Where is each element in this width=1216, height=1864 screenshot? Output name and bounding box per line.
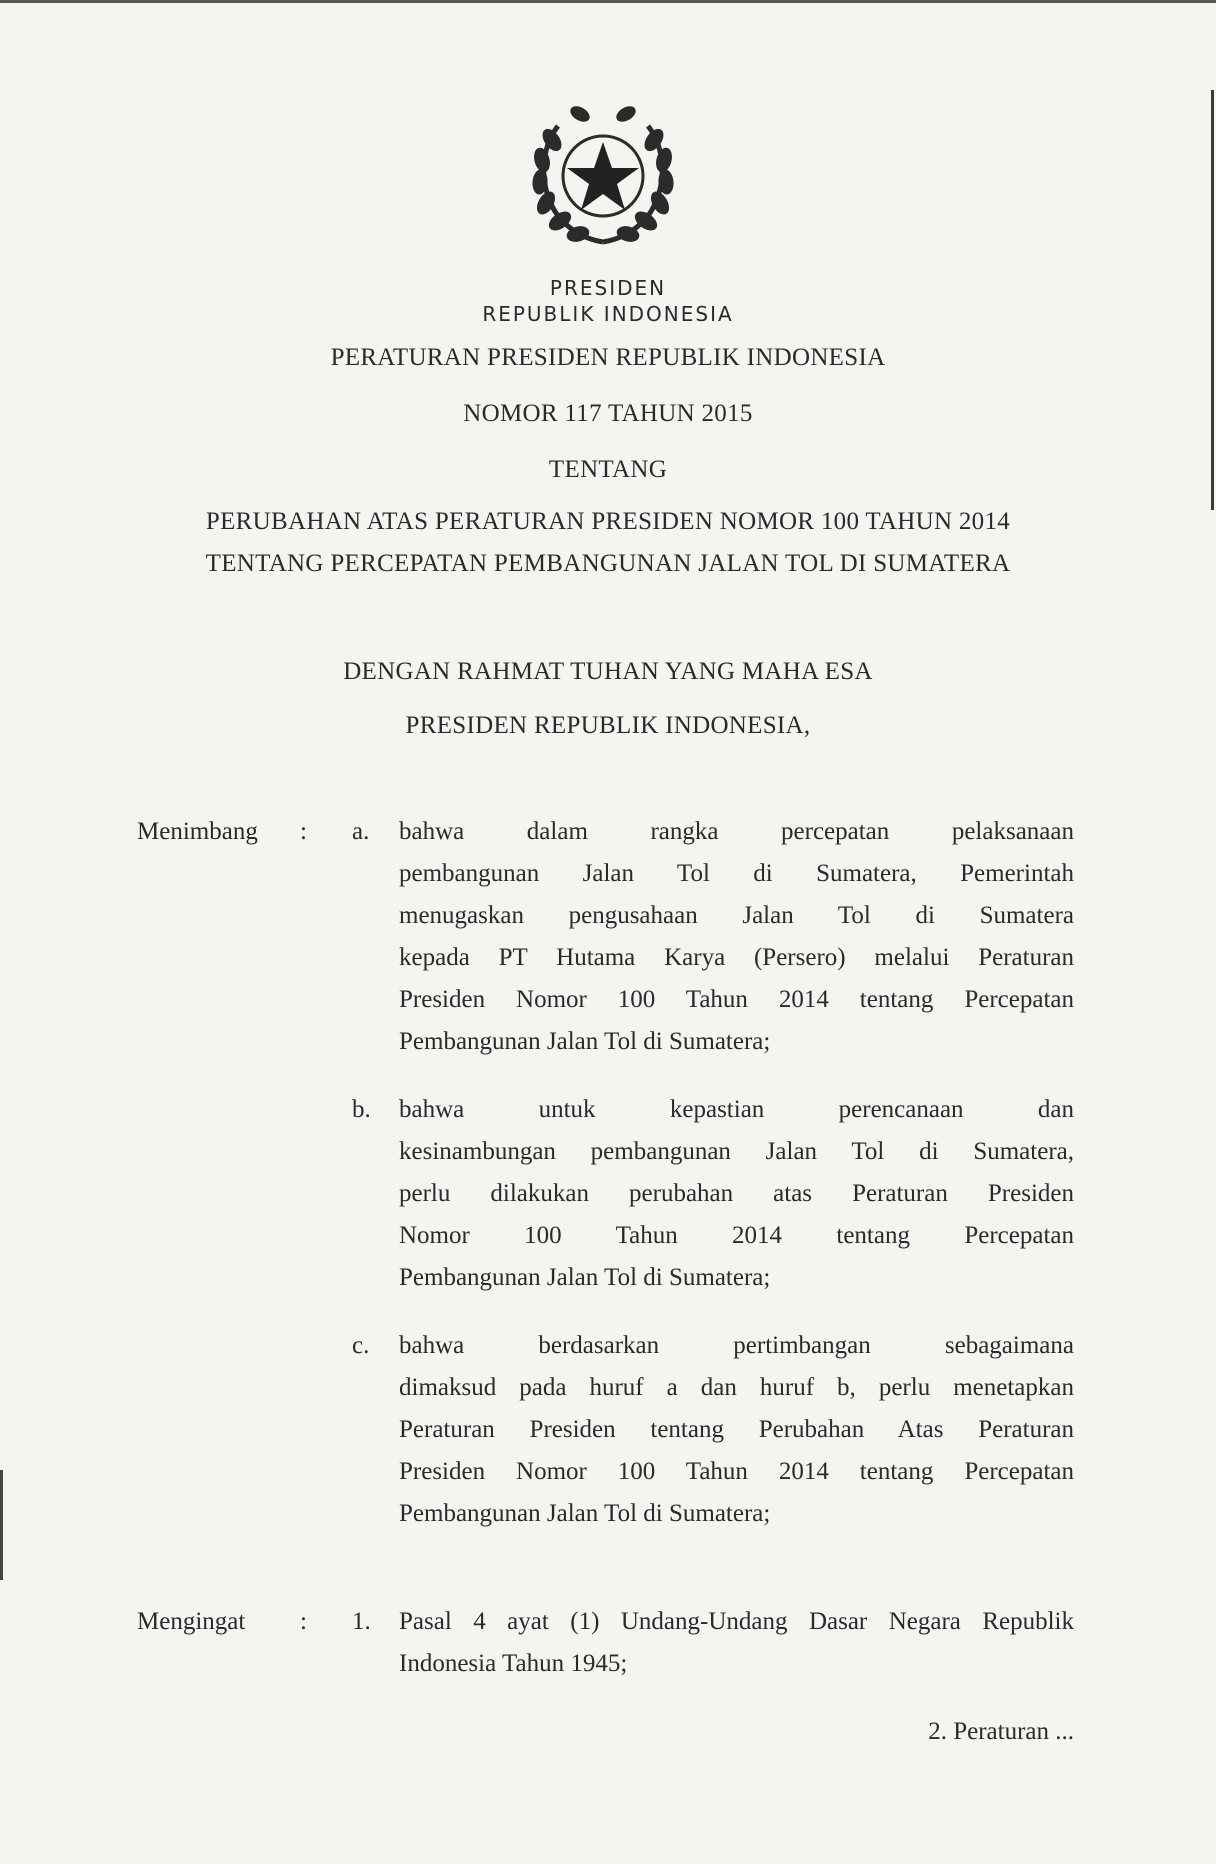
scan-edge-left xyxy=(0,1470,3,1580)
item-line: dimaksud pada huruf a dan huruf b, perlu menetapkan xyxy=(399,1374,1074,1401)
item-line: kesinambungan pembangunan Jalan Tol di Sumatera, xyxy=(399,1138,1074,1165)
menimbang-label: Menimbang xyxy=(137,818,258,845)
item-line: Presiden Nomor 100 Tahun 2014 tentang Percepatan xyxy=(399,986,1074,1013)
scan-edge-right xyxy=(1211,90,1214,510)
item-marker: c. xyxy=(352,1332,370,1359)
regulation-title: PERATURAN PRESIDEN REPUBLIK INDONESIA xyxy=(330,344,886,371)
mengingat-label: Mengingat xyxy=(137,1608,246,1635)
item-line: Pembangunan Jalan Tol di Sumatera; xyxy=(399,1264,771,1291)
item-marker: b. xyxy=(352,1096,371,1123)
item-line: Pasal 4 ayat (1) Undang-Undang Dasar Negara Republik xyxy=(399,1608,1074,1635)
item-line: Presiden Nomor 100 Tahun 2014 tentang Percepatan xyxy=(399,1458,1074,1485)
item-line: bahwa dalam rangka percepatan pelaksanaan xyxy=(399,818,1074,845)
regulation-subject-line-2: TENTANG PERCEPATAN PEMBANGUNAN JALAN TOL DI SUMATERA xyxy=(205,550,1011,577)
regulation-number: NOMOR 117 TAHUN 2015 xyxy=(463,400,753,427)
item-line: perlu dilakukan perubahan atas Peraturan Presiden xyxy=(399,1180,1074,1207)
mengingat-colon: : xyxy=(300,1608,307,1635)
item-line: menugaskan pengusahaan Jalan Tol di Sumatera xyxy=(399,902,1074,929)
next-page-reference: 2. Peraturan ... xyxy=(928,1718,1074,1745)
item-line: Pembangunan Jalan Tol di Sumatera; xyxy=(399,1500,771,1527)
item-line: Pembangunan Jalan Tol di Sumatera; xyxy=(399,1028,771,1055)
item-line: pembangunan Jalan Tol di Sumatera, Pemerintah xyxy=(399,860,1074,887)
item-line: bahwa berdasarkan pertimbangan sebagaimana xyxy=(399,1332,1074,1359)
item-line: bahwa untuk kepastian perencanaan dan xyxy=(399,1096,1074,1123)
regulation-tentang: TENTANG xyxy=(548,456,668,483)
item-marker: a. xyxy=(352,818,370,845)
item-line: Indonesia Tahun 1945; xyxy=(399,1650,628,1677)
preamble-issuer: PRESIDEN REPUBLIK INDONESIA, xyxy=(405,712,811,739)
regulation-subject-line-1: PERUBAHAN ATAS PERATURAN PRESIDEN NOMOR 100 TAHUN 2014 xyxy=(205,508,1011,535)
letterhead-line-republik: REPUBLIK INDONESIA xyxy=(482,302,734,326)
garuda-star-emblem-icon xyxy=(528,98,678,250)
item-line: Peraturan Presiden tentang Perubahan Atas Peraturan xyxy=(399,1416,1074,1443)
item-line: kepada PT Hutama Karya (Persero) melalui Peraturan xyxy=(399,944,1074,971)
letterhead-line-presiden: PRESIDEN xyxy=(549,276,667,300)
preamble-invocation: DENGAN RAHMAT TUHAN YANG MAHA ESA xyxy=(343,658,873,685)
item-line: Nomor 100 Tahun 2014 tentang Percepatan xyxy=(399,1222,1074,1249)
item-marker: 1. xyxy=(352,1608,371,1635)
menimbang-colon: : xyxy=(300,818,307,845)
scan-edge-top xyxy=(0,0,1216,3)
